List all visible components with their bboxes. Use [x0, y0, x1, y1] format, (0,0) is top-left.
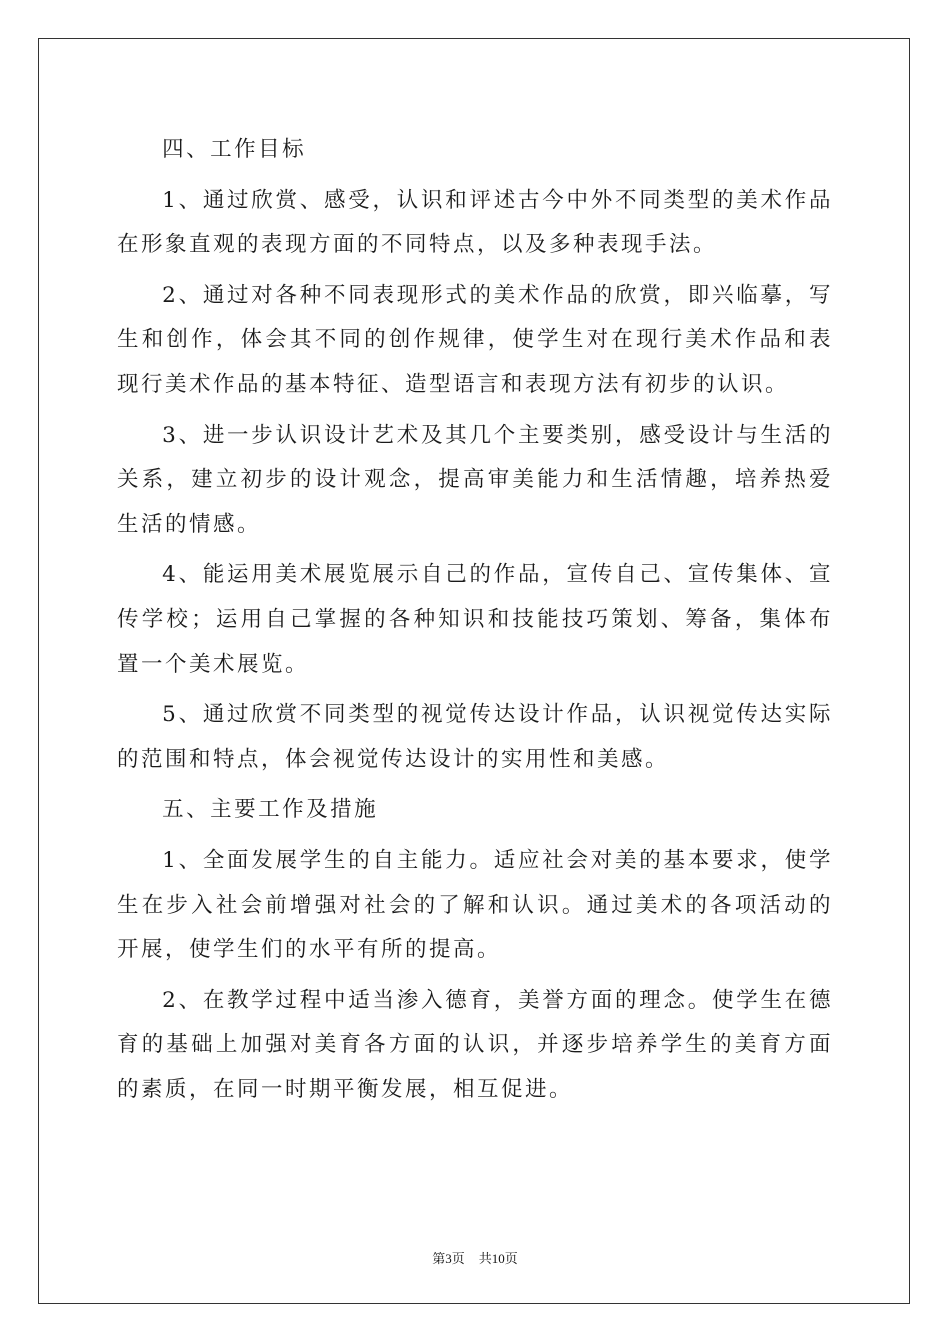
paragraph: 1、通过欣赏、感受，认识和评述古今中外不同类型的美术作品在形象直观的表现方面的不同特点，以及多种表现手法。 [117, 187, 833, 258]
paragraph: 5、通过欣赏不同类型的视觉传达设计作品，认识视觉传达实际的范围和特点，体会视觉传达设计的实用性和美感。 [117, 702, 833, 772]
paragraph: 3、进一步认识设计艺术及其几个主要类别，感受设计与生活的关系，建立初步的设计观念，提高审美能力和生活情趣，培养热爱生活的情感。 [117, 422, 833, 537]
page-total: 共10页 [478, 1251, 518, 1266]
page-number: 第3页 [432, 1251, 465, 1266]
document-body [117, 128, 833, 1118]
page-footer [0, 1248, 950, 1267]
section-heading: 五、主要工作及措施 [162, 797, 379, 823]
paragraph: 4、能运用美术展览展示自己的作品，宣传自己、宣传集体、宣传学校；运用自己掌握的各种知识和技能技巧策划、筹备，集体布置一个美术展览。 [117, 562, 833, 677]
paragraph: 2、通过对各种不同表现形式的美术作品的欣赏，即兴临摹，写生和创作，体会其不同的创作规律，使学生对在现行美术作品和表现行美术作品的基本特征、造型语言和表现方法有初步的认识。 [117, 282, 833, 397]
paragraph: 2、在教学过程中适当渗入德育，美誉方面的理念。使学生在德育的基础上加强对美育各方面的认识，并逐步培养学生的美育方面的素质，在同一时期平衡发展，相互促进。 [117, 987, 833, 1102]
paragraph: 1、全面发展学生的自主能力。适应社会对美的基本要求，使学生在步入社会前增强对社会的了解和认识。通过美术的各项活动的开展，使学生们的水平有所的提高。 [117, 847, 833, 963]
section-heading: 四、工作目标 [162, 137, 307, 162]
